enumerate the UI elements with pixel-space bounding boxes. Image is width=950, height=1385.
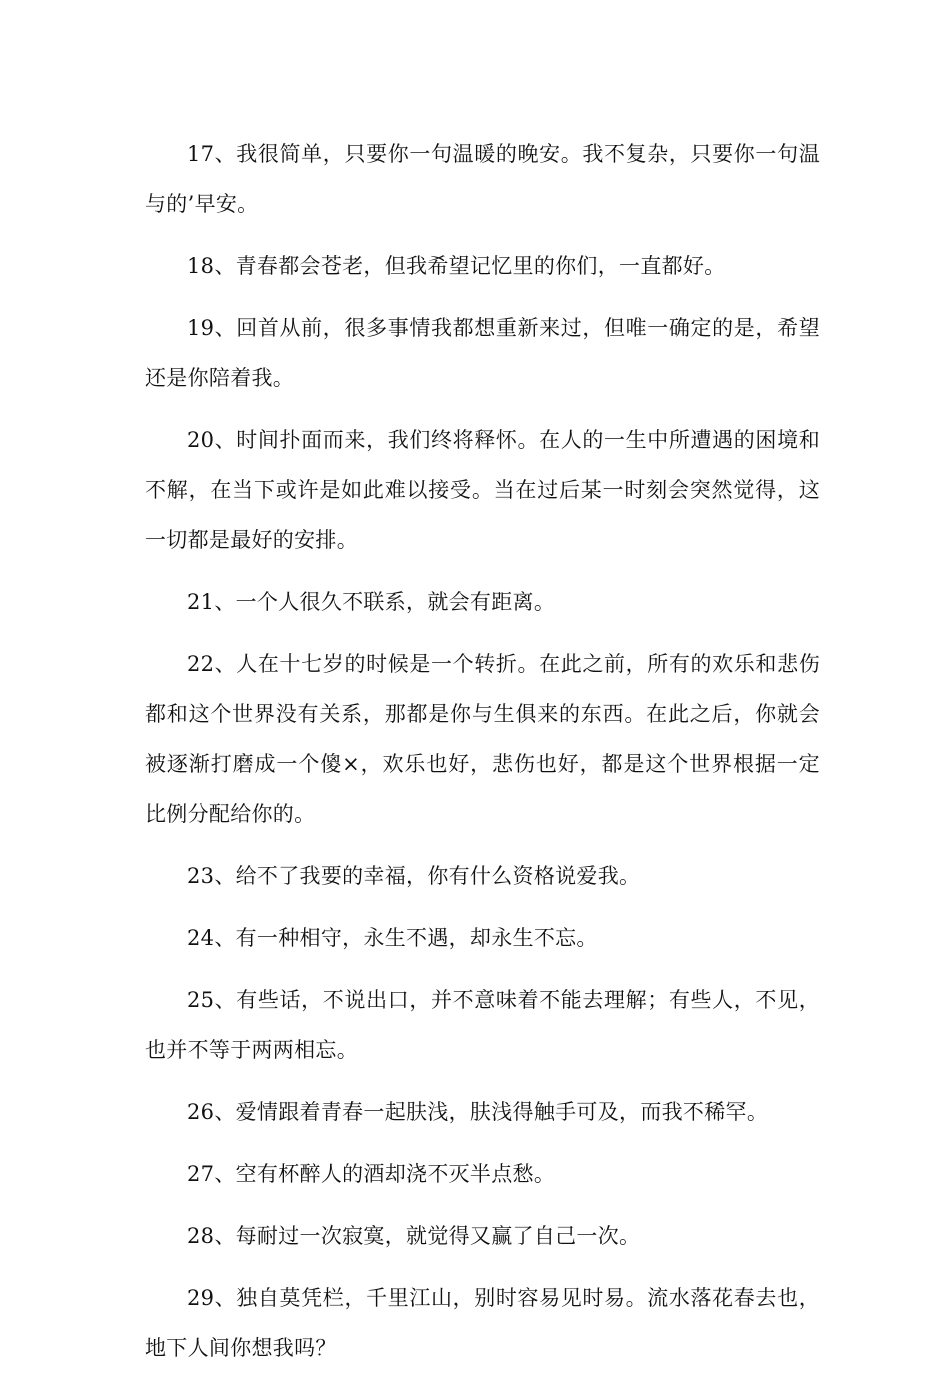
document-body — [145, 129, 820, 1385]
paragraph-28: 28、每耐过一次寂寞，就觉得又赢了自己一次。 — [187, 1224, 641, 1248]
paragraph-17: 17、我很简单，只要你一句温暖的晚安。我不复杂，只要你一句温与的’早安。 — [145, 142, 820, 216]
paragraph-27: 27、空有杯醉人的酒却浇不灭半点愁。 — [187, 1162, 556, 1186]
paragraph-20: 20、时间扑面而来，我们终将释怀。在人的一生中所遭遇的困境和不解，在当下或许是如此难以接受。当在过后某一时刻会突然觉得，这一切都是最好的安排。 — [145, 428, 820, 552]
paragraph-23: 23、给不了我要的幸福，你有什么资格说爱我。 — [187, 864, 641, 888]
paragraph-29: 29、独自莫凭栏，千里江山，别时容易见时易。流水落花春去也，地下人间你想我吗？ — [145, 1286, 820, 1360]
paragraph-25: 25、有些话，不说出口，并不意味着不能去理解；有些人，不见，也并不等于两两相忘。 — [145, 988, 820, 1062]
paragraph-18: 18、青春都会苍老，但我希望记忆里的你们，一直都好。 — [187, 254, 726, 278]
paragraph-19: 19、回首从前，很多事情我都想重新来过，但唯一确定的是，希望还是你陪着我。 — [145, 316, 820, 390]
paragraph-21: 21、一个人很久不联系，就会有距离。 — [187, 590, 556, 614]
paragraph-22: 22、人在十七岁的时候是一个转折。在此之前，所有的欢乐和悲伤都和这个世界没有关系，那都是你与生俱来的东西。在此之后，你就会被逐渐打磨成一个傻×，欢乐也好，悲伤也好，都是这个世界根据一定比例分配给你的。 — [145, 652, 820, 826]
paragraph-26: 26、爱情跟着青春一起肤浅，肤浅得触手可及，而我不稀罕。 — [187, 1100, 769, 1124]
paragraph-24: 24、有一种相守，永生不遇，却永生不忘。 — [187, 926, 598, 950]
